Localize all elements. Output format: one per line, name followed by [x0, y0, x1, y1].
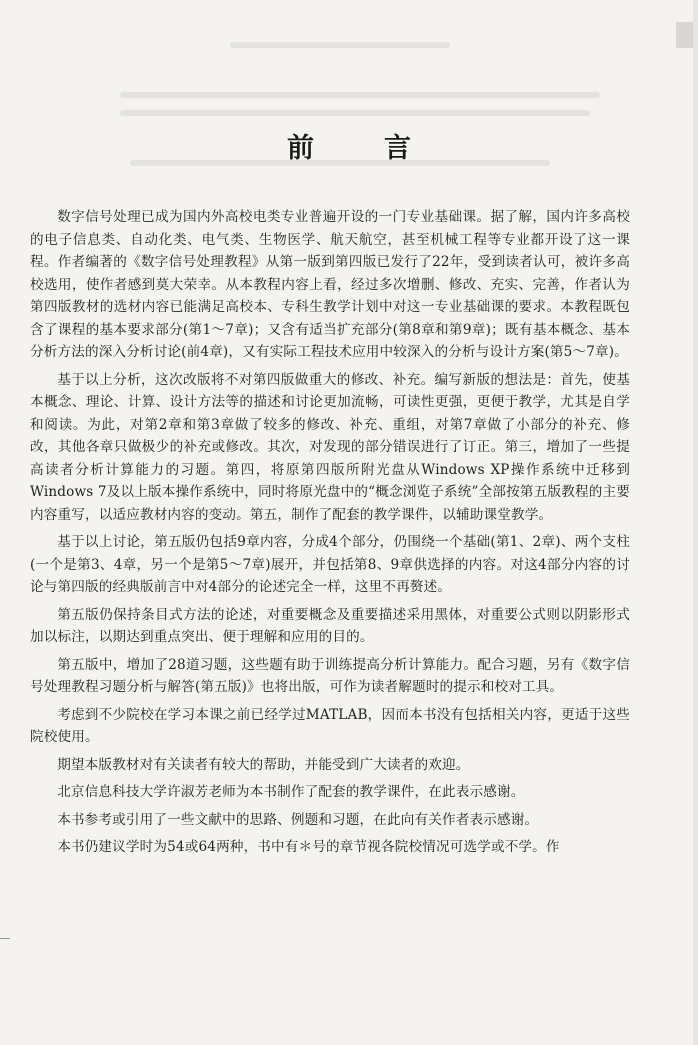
paragraph: 本书参考或引用了一些文献中的思路、例题和习题，在此向有关作者表示感谢。	[57, 811, 539, 828]
bleed-through-line	[120, 92, 600, 98]
paragraph: 第五版仍保持条目式方法的论述，对重要概念及重要描述采用黑体，对重要公式则以阴影形式加以标注，以期达到重点突出、便于理解和应用的目的。	[30, 606, 630, 645]
paragraph: 北京信息科技大学许淑芳老师为本书制作了配套的教学课件，在此表示感谢。	[57, 784, 525, 800]
paragraph: 数字信号处理已成为国内外高校电类专业普遍开设的一门专业基础课。据了解，国内许多高校的电子信息类、自动化类、电气类、生物医学、航天航空，甚至机械工程等专业都开设了这一课程。作者编著的《数字信号处理教程》从第一版到第四版已发行了22年，受到读者认可，被许多高校选用，使作者感到莫大荣幸。从本教程内容上看，经过多次增删、修改、充实、完善，作者认为第四版教材的选材内容已能满足高校本、专科生教学计划中对这一专业基础课的要求。本教程既包含了课程的基本要求部分(第1～7章)；又含有适当扩充部分(第8章和第9章)；既有基本概念、基本分析方法的深入分析讨论(前4章)，又有实际工程技术应用中较深入的分析与设计方案(第5～7章)。	[30, 209, 630, 360]
bleed-through-line	[120, 110, 590, 116]
paragraph: 第五版中，增加了28道习题，这些题有助于训练提高分析计算能力。配合习题，另有《数字信号处理教程习题分析与解答(第五版)》也将出版，可作为读者解题时的提示和校对工具。	[30, 656, 630, 695]
paragraph: 本书仍建议学时为54或64两种，书中有＊号的章节视各院校情况可选学或不学。作	[57, 839, 560, 855]
bleed-through-line	[230, 42, 450, 48]
paragraph: 期望本版教材对有关读者有较大的帮助，并能受到广大读者的欢迎。	[57, 756, 470, 773]
paragraph: 考虑到不少院校在学习本课之前已经学过MATLAB，因而本书没有包括相关内容，更适于这些院校使用。	[30, 706, 630, 745]
paragraph: 基于以上分析，这次改版将不对第四版做重大的修改、补充。编写新版的想法是：首先，使基本概念、理论、计算、设计方法等的描述和讨论更加流畅，可读性更强，更便于教学，尤其是自学和阅读。为此，对第2章和第3章做了较多的修改、补充、重组，对第7章做了小部分的补充、修改，其他各章只做极少的补充或修改。其次，对发现的部分错误进行了订正。第三，增加了一些提高读者分析计算能力的习题。第四，将原第四版所附光盘从Windows XP操作系统中迁移到Windows 7及以上版本操作系统中，同时将原光盘中的“概念浏览子系统”全部按第五版教程的主要内容重写，以适应教材内容的变动。第五，制作了配套的教学课件，以辅助课堂教学。	[30, 371, 630, 523]
page-title: 前言	[287, 133, 481, 164]
paragraph: 基于以上讨论，第五版仍包括9章内容，分成4个部分，仍围绕一个基础(第1、2章)、两个支柱(一个是第3、4章，另一个是第5～7章)展开，并包括第8、9章供选择的内容。对这4部分内容的讨论与第四版的经典版前言中对4部分的论述完全一样，这里不再赘述。	[30, 534, 630, 595]
margin-tick	[0, 938, 10, 939]
preface-body	[30, 206, 630, 864]
